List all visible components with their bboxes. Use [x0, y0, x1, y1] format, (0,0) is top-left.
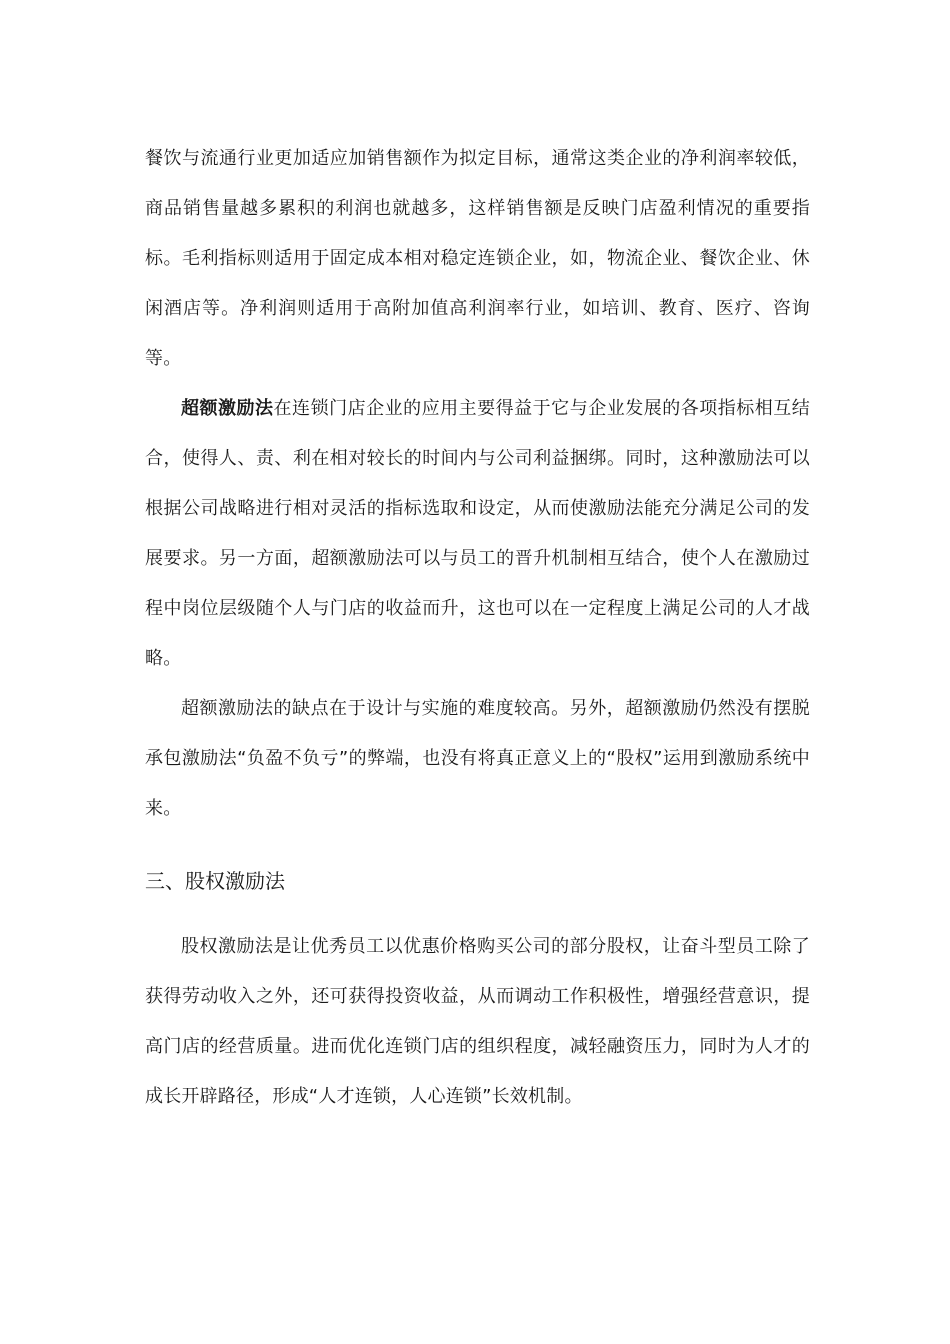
paragraph-excess-incentive-drawbacks: 超额激励法的缺点在于设计与实施的难度较高。另外，超额激励仍然没有摆脱承包激励法“负盈不负亏”的弊端，也没有将真正意义上的“股权”运用到激励系统中来。	[145, 698, 810, 819]
bold-term-excess-incentive: 超额激励法	[181, 398, 274, 419]
paragraph-excess-incentive-text: 在连锁门店企业的应用主要得益于它与企业发展的各项指标相互结合，使得人、责、利在相对较长的时间内与公司利益捆绑。同时，这种激励法可以根据公司战略进行相对灵活的指标选取和设定，从而使激励法能充分满足公司的发展要求。另一方面，超额激励法可以与员工的晋升机制相互结合，使个人在激励过程中岗位层级随个人与门店的收益而升，这也可以在一定程度上满足公司的人才战略。	[145, 398, 811, 669]
paragraph-sales-metrics: 餐饮与流通行业更加适应加销售额作为拟定目标，通常这类企业的净利润率较低，商品销售量越多累积的利润也就越多，这样销售额是反映门店盈利情况的重要指标。毛利指标则适用于固定成本相对稳定连锁企业，如，物流企业、餐饮企业、休闲酒店等。净利润则适用于高附加值高利润率行业，如培训、教育、医疗、咨询等。	[145, 148, 810, 369]
document-body	[145, 134, 810, 1122]
paragraph-equity-incentive: 股权激励法是让优秀员工以优惠价格购买公司的部分股权，让奋斗型员工除了获得劳动收入之外，还可获得投资收益，从而调动工作积极性，增强经营意识，提高门店的经营质量。进而优化连锁门店的组织程度，减轻融资压力，同时为人才的成长开辟路径，形成“人才连锁，人心连锁”长效机制。	[145, 936, 810, 1107]
section-heading-equity-incentive: 三、股权激励法	[145, 869, 285, 893]
paragraph-excess-incentive-advantages	[145, 384, 810, 684]
